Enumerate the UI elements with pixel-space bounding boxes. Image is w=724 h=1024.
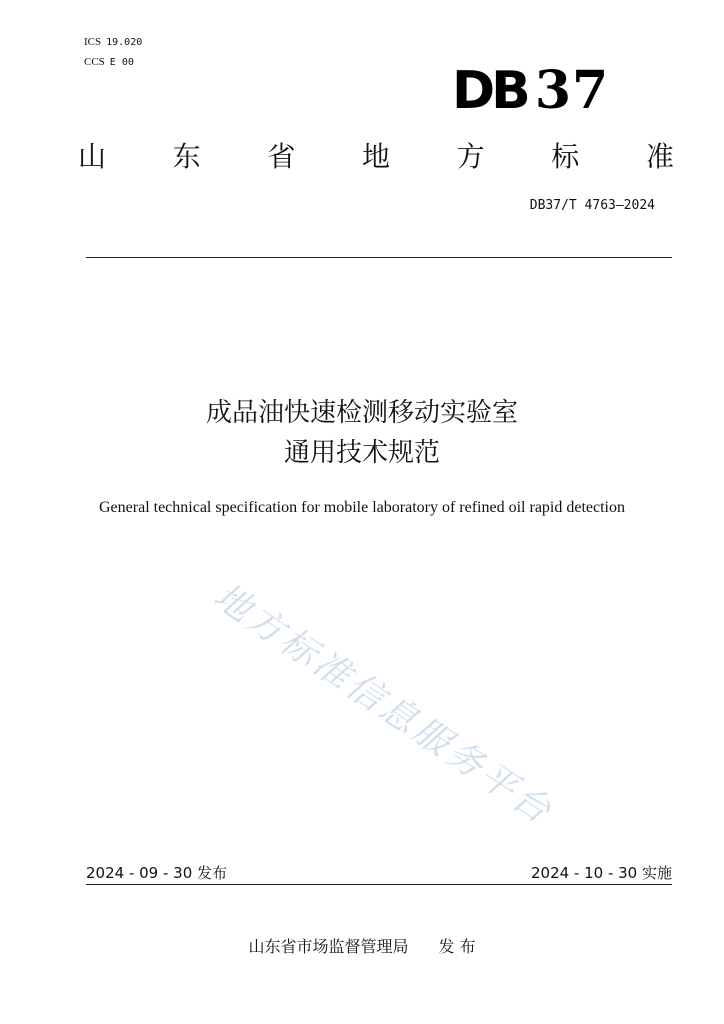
ics-value: 19.020 [106,37,143,48]
chinese-title-line-1: 成品油快速检测移动实验室 [205,398,518,428]
english-title: General technical specification for mobile laboratory of refined oil rapid detection [99,499,625,516]
standard-type-char: 标 [551,140,580,173]
ccs-code [84,56,134,68]
ccs-label: CCS [84,56,105,68]
issue-date: 2024 - 09 - 30 发布 [86,864,228,882]
ics-code [84,36,142,48]
publisher-action: 发 布 [438,937,476,956]
publisher-org: 山东省市场监督管理局 [248,937,409,956]
standard-type-char: 地 [361,140,390,173]
watermark: 地方标准信息服务平台 [206,575,561,834]
ccs-value: E 00 [109,57,134,68]
standard-type-char: 东 [172,140,201,173]
chinese-title [0,393,724,473]
implementation-date: 2024 - 10 - 30 实施 [530,864,672,882]
db37-logo [452,62,624,120]
logo-letters: DB [452,61,527,121]
standard-type-char: 方 [456,140,485,173]
bottom-divider [86,884,672,885]
top-divider [86,257,672,258]
standard-type-char: 省 [267,140,296,173]
standard-code: DB37/T 4763—2024 [529,198,655,213]
standard-type-char: 山 [78,140,107,173]
standard-type-title [78,140,674,174]
chinese-title-line-2: 通用技术规范 [283,438,440,468]
logo-number: 37 [534,60,610,121]
ics-label: ICS [84,36,102,48]
standard-type-char: 准 [645,140,674,173]
publisher [0,934,724,957]
